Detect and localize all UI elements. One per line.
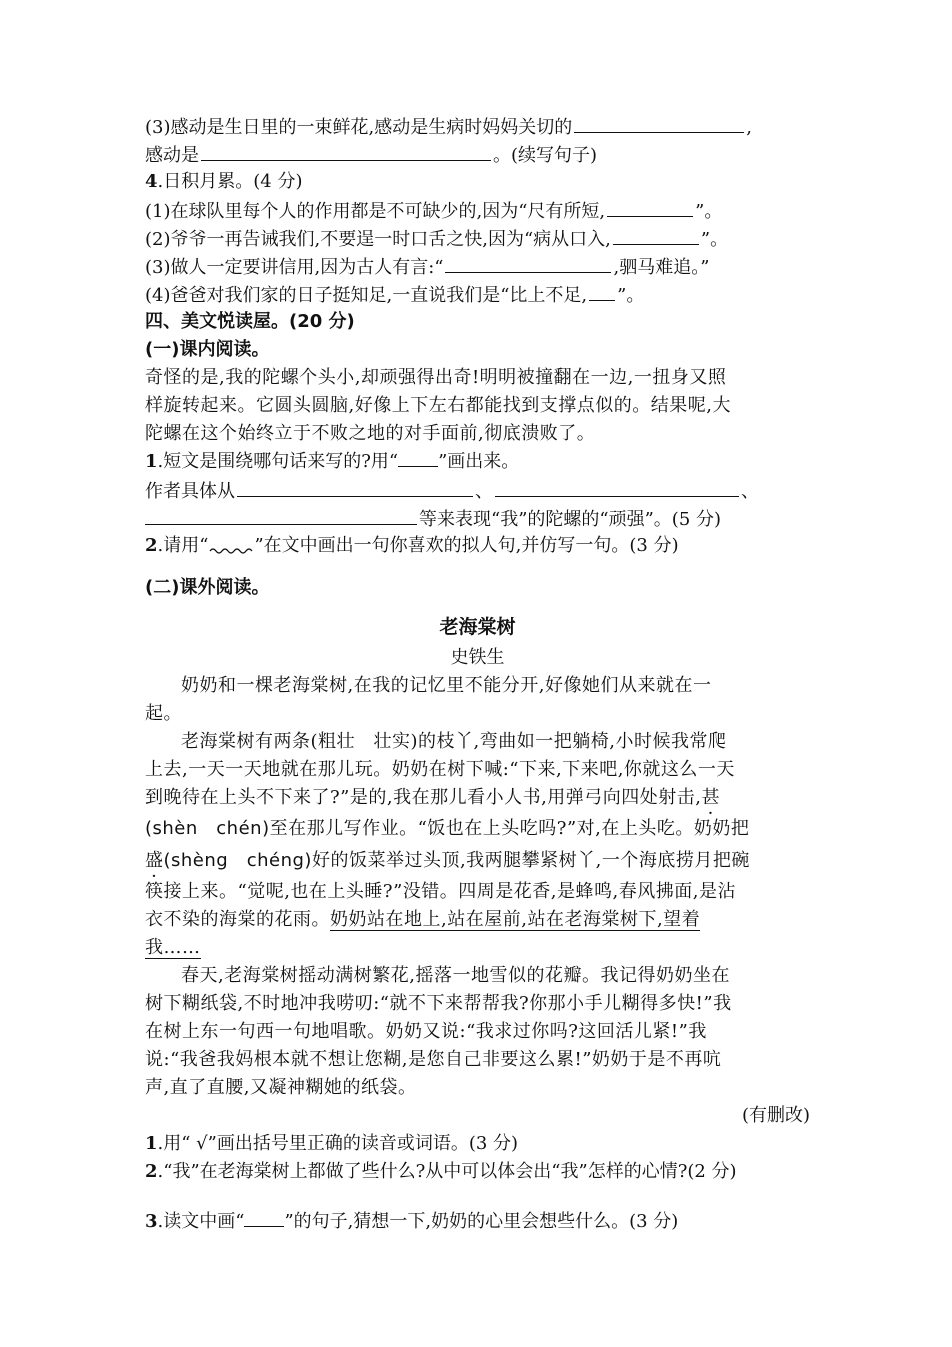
dotted-character: 盛 <box>145 850 164 871</box>
paragraph-1-line: 奶奶和一棵老海棠树,在我的记忆里不能分开,好像她们从来就在一 <box>181 675 712 696</box>
question-text: .“我”在老海棠树上都做了些什么?从中可以体会出“我”怎样的心情?(2 分) <box>157 1161 737 1182</box>
question-number: 1 <box>145 1133 158 1154</box>
part-2-question-3 <box>145 1208 810 1236</box>
part-1-question-2 <box>145 532 810 560</box>
answer-blank[interactable] <box>495 476 739 497</box>
answer-blank[interactable] <box>201 140 491 161</box>
question-number: 2 <box>145 535 158 556</box>
part-2-question-2 <box>145 1158 810 1186</box>
paragraph-2-line <box>145 934 810 962</box>
passage-line: 陀螺在这个始终立于不败之地的对手面前,彻底溃败了。 <box>145 423 596 444</box>
item-text: (4)爸爸对我们家的日子挺知足,一直说我们是“比上不足, <box>145 285 588 306</box>
answer-blank[interactable] <box>589 280 615 301</box>
underline-symbol <box>398 450 438 467</box>
item-text: (1)在球队里每个人的作用都是不可缺少的,因为“尺有所短, <box>145 201 606 222</box>
underlined-sentence-end: 我…… <box>145 937 201 958</box>
question-text-end: ”的句子,猜想一下,奶奶的心里会想些什么。(3 分) <box>284 1211 679 1232</box>
paragraph-3-line: 在树上东一句西一句地唱歌。奶奶又说:“我求过你吗?这回活儿紧!”我 <box>145 1021 707 1042</box>
paragraph-3-line: 树下糊纸袋,不时地冲我唠叨:“就不下来帮帮我?你那小手儿糊得多快!”我 <box>145 993 732 1014</box>
part-2-question-1 <box>145 1130 810 1158</box>
paragraph-2-line <box>145 812 810 846</box>
separator: 、 <box>475 481 493 502</box>
separator: 、 <box>741 481 759 502</box>
underlined-sentence: 奶奶站在地上,站在屋前,站在老海棠树下,望着 <box>330 909 701 930</box>
question-3-3-line2 <box>145 140 810 168</box>
question-3-3-text: (3)感动是生日里的一束鲜花,感动是生病时妈妈关切的 <box>145 117 573 138</box>
text: 好的饭菜举过头顶,我两腿攀紧树丫,一个海底捞月把碗 <box>311 850 750 871</box>
answer-blank[interactable] <box>145 504 417 525</box>
question-3-3 <box>145 112 810 140</box>
item-text-end: ”。 <box>700 229 729 250</box>
question-text: .短文是围绕哪句话来写的?用“ <box>157 451 399 472</box>
question-text-end: ”画出来。 <box>438 451 520 472</box>
pinyin-choice: (shèng chéng) <box>163 850 312 871</box>
text: 至在那儿写作业。“饭也在上头吃吗?”对,在上头吃。奶奶把 <box>269 818 750 839</box>
paragraph-2-line <box>145 846 810 878</box>
part-2-heading: (二)课外阅读。 <box>145 577 270 598</box>
paragraph-3-line: 说:“我爸我妈根本就不想让您糊,是您自己非要这么累!”奶奶于是不再吭 <box>145 1049 722 1070</box>
question-text: .读文中画“ <box>157 1211 245 1232</box>
passage-line: 样旋转起来。它圆头圆脑,好像上下左右都能找到支撑点似的。结果呢,大 <box>145 395 731 416</box>
paragraph-2-line <box>145 906 810 934</box>
question-text-end: ”在文中画出一句你喜欢的拟人句,并仿写一句。(3 分) <box>254 535 679 556</box>
question-number: 3 <box>145 1211 158 1232</box>
answer-blank[interactable] <box>613 224 699 245</box>
worksheet-page <box>145 112 810 1236</box>
paragraph-3-line: 春天,老海棠树摇动满树繁花,摇落一地雪似的花瓣。我记得奶奶坐在 <box>181 965 730 986</box>
answer-blank[interactable] <box>237 476 473 497</box>
comma: , <box>746 117 752 138</box>
question-4-title <box>145 168 810 196</box>
question-title: .日积月累。(4 分) <box>157 171 303 192</box>
passage-line: 奇怪的是,我的陀螺个头小,却顽强得出奇!明明被撞翻在一边,一扭身又照 <box>145 367 727 388</box>
part-1-question-1-line3 <box>145 504 810 532</box>
part-1-heading: (一)课内阅读。 <box>145 339 270 360</box>
question-text: 等来表现“我”的陀螺的“顽强”。(5 分) <box>419 509 722 530</box>
source-note: (有删改) <box>741 1105 810 1126</box>
section-heading: 四、美文悦读屋。(20 分) <box>145 311 355 332</box>
question-text: 作者具体从 <box>145 481 235 502</box>
dotted-character: 甚 <box>701 787 721 808</box>
pinyin-choice: (shèn chén) <box>145 818 270 839</box>
text: 到晚待在上头不下来了?”是的,我在那儿看小人书,用弹弓向四处射击, <box>145 787 702 808</box>
question-text: .用“ √”画出括号里正确的读音或词语。(3 分) <box>157 1133 519 1154</box>
question-number: 4 <box>145 171 158 192</box>
wavy-line-symbol <box>208 533 254 551</box>
item-text-end: ”。 <box>617 285 645 306</box>
question-text: .请用“ <box>157 535 209 556</box>
question-4-item-4 <box>145 280 810 308</box>
question-4-item-2 <box>145 224 810 252</box>
part-1-question-1 <box>145 448 810 476</box>
paragraph-2-line: 老海棠树有两条(粗壮 壮实)的枝丫,弯曲如一把躺椅,小时候我常爬 <box>181 731 727 752</box>
article-author: 史铁生 <box>450 647 505 668</box>
answer-blank[interactable] <box>445 252 611 273</box>
item-text: (2)爷爷一再告诫我们,不要逞一时口舌之快,因为“病从口入, <box>145 229 611 250</box>
item-text-end: ”。 <box>695 201 723 222</box>
paragraph-2-line: 上去,一天一天地就在那儿玩。奶奶在树下喊:“下来,下来吧,你就这么一天 <box>145 759 735 780</box>
question-4-item-1 <box>145 196 810 224</box>
answer-blank[interactable] <box>574 112 744 133</box>
answer-blank[interactable] <box>607 196 693 217</box>
question-number: 2 <box>145 1161 158 1182</box>
item-text-end: ,驷马难追。” <box>613 257 710 278</box>
question-3-3-text-3: 。(续写句子) <box>493 145 598 166</box>
part-1-question-1-line2 <box>145 476 810 504</box>
question-4-item-3 <box>145 252 810 280</box>
paragraph-2-line: 筷接上来。“觉呢,也在上头睡?”没错。四周是花香,是蜂鸣,春风拂面,是沾 <box>145 881 736 902</box>
paragraph-1-line: 起。 <box>145 703 182 724</box>
question-3-3-text-2: 感动是 <box>145 145 199 166</box>
paragraph-3-line: 声,直了直腰,又凝神糊她的纸袋。 <box>145 1077 417 1098</box>
paragraph-2-line <box>145 784 810 812</box>
article-title: 老海棠树 <box>439 616 516 638</box>
text: 衣不染的海棠的花雨。 <box>145 909 330 930</box>
question-number: 1 <box>145 451 158 472</box>
item-text: (3)做人一定要讲信用,因为古人有言:“ <box>145 257 444 278</box>
underline-symbol <box>244 1210 284 1227</box>
